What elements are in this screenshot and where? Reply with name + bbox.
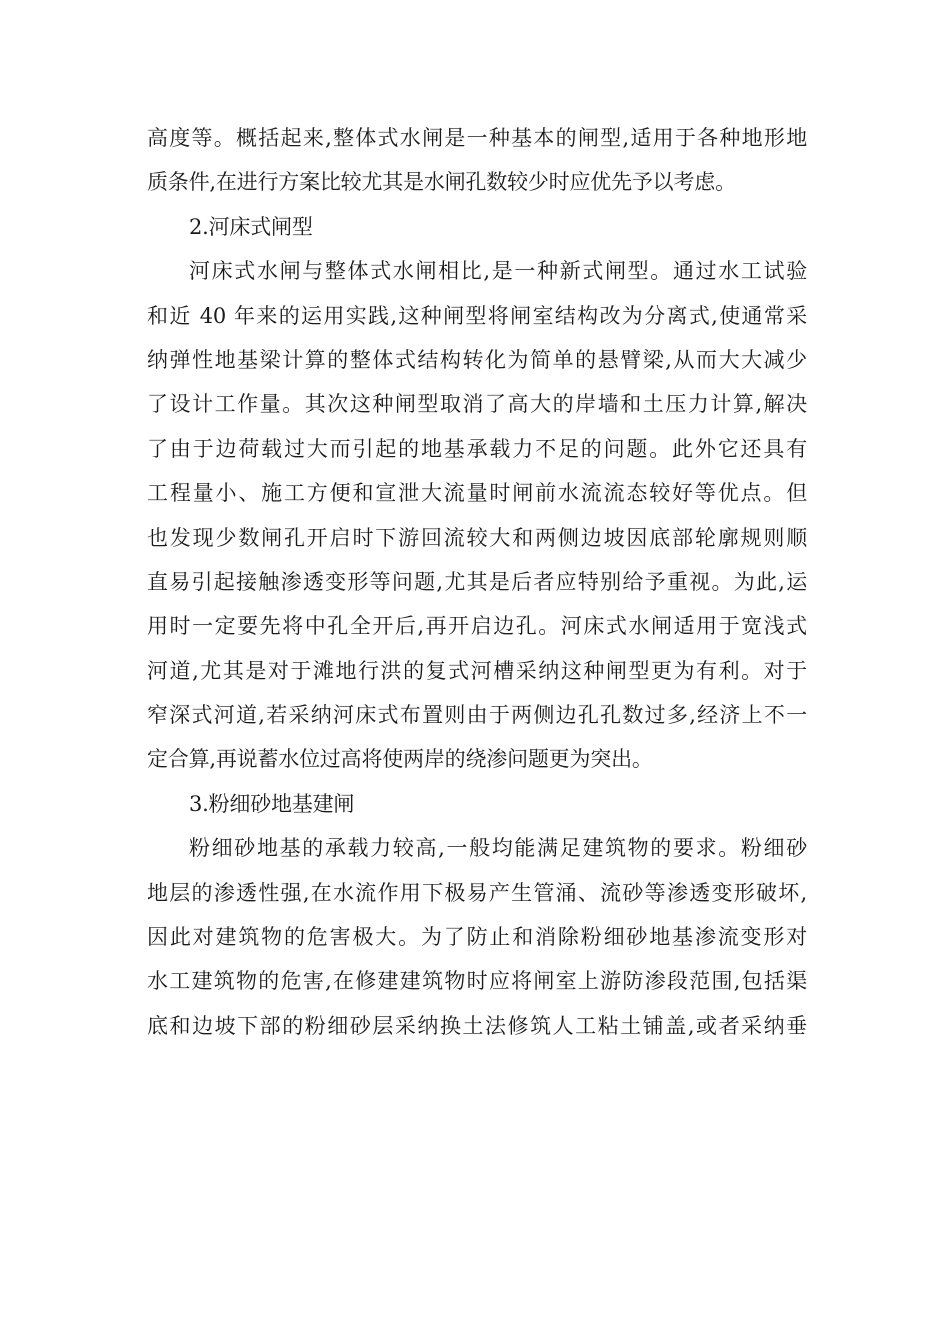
paragraph-continuation (147, 116, 807, 205)
text-line: 底和边坡下部的粉细砂层采纳换土法修筑人工粘土铺盖,或者采纳垂 (147, 1013, 807, 1038)
paragraph-fine-sand-foundation (147, 826, 807, 1048)
section-heading-3 (147, 782, 807, 826)
text-line: 窄深式河道,若采纳河床式布置则由于两侧边孔孔数过多,经济上不一 (147, 703, 807, 728)
text-line: 河床式水闸与整体式水闸相比,是一种新式闸型。通过水工试验 (189, 259, 807, 284)
text-line: 河道,尤其是对于滩地行洪的复式河槽采纳这种闸型更为有利。对于 (147, 658, 807, 683)
section-heading-2 (147, 205, 807, 249)
document-body (147, 116, 807, 1048)
text-line: 粉细砂地基的承载力较高,一般均能满足建筑物的要求。粉细砂 (189, 836, 807, 861)
text-line: 了由于边荷载过大而引起的地基承载力不足的问题。此外它还具有 (147, 436, 807, 461)
text-line: 纳弹性地基梁计算的整体式结构转化为简单的悬臂梁,从而大大减少 (147, 347, 807, 372)
text-line: 地层的渗透性强,在水流作用下极易产生管涌、流砂等渗透变形破坏, (147, 880, 807, 905)
text-line: 和近 40 年来的运用实践,这种闸型将闸室结构改为分离式,使通常采 (147, 303, 807, 328)
text-line: 直易引起接触渗透变形等问题,尤其是后者应特别给予重视。为此,运 (147, 569, 807, 594)
heading-text: 2.河床式闸型 (189, 214, 313, 239)
text-line: 工程量小、施工方便和宣泄大流量时闸前水流流态较好等优点。但 (147, 481, 807, 506)
text-line: 因此对建筑物的危害极大。为了防止和消除粉细砂地基渗流变形对 (147, 925, 807, 950)
text-line: 水工建筑物的危害,在修建建筑物时应将闸室上游防渗段范围,包括渠 (147, 969, 807, 994)
text-line: 了设计工作量。其次这种闸型取消了高大的岸墙和土压力计算,解决 (147, 392, 807, 417)
heading-text: 3.粉细砂地基建闸 (189, 791, 355, 816)
text-line: 质条件,在进行方案比较尤其是水闸孔数较少时应优先予以考虑。 (147, 170, 736, 195)
text-line: 也发现少数闸孔开启时下游回流较大和两侧边坡因底部轮廓规则顺 (147, 525, 807, 550)
text-line: 用时一定要先将中孔全开后,再开启边孔。河床式水闸适用于宽浅式 (147, 614, 807, 639)
text-line: 高度等。概括起来,整体式水闸是一种基本的闸型,适用于各种地形地 (147, 126, 807, 150)
text-line: 定合算,再说蓄水位过高将使两岸的绕渗问题更为突出。 (147, 747, 653, 772)
paragraph-riverbed-gate (147, 249, 807, 782)
